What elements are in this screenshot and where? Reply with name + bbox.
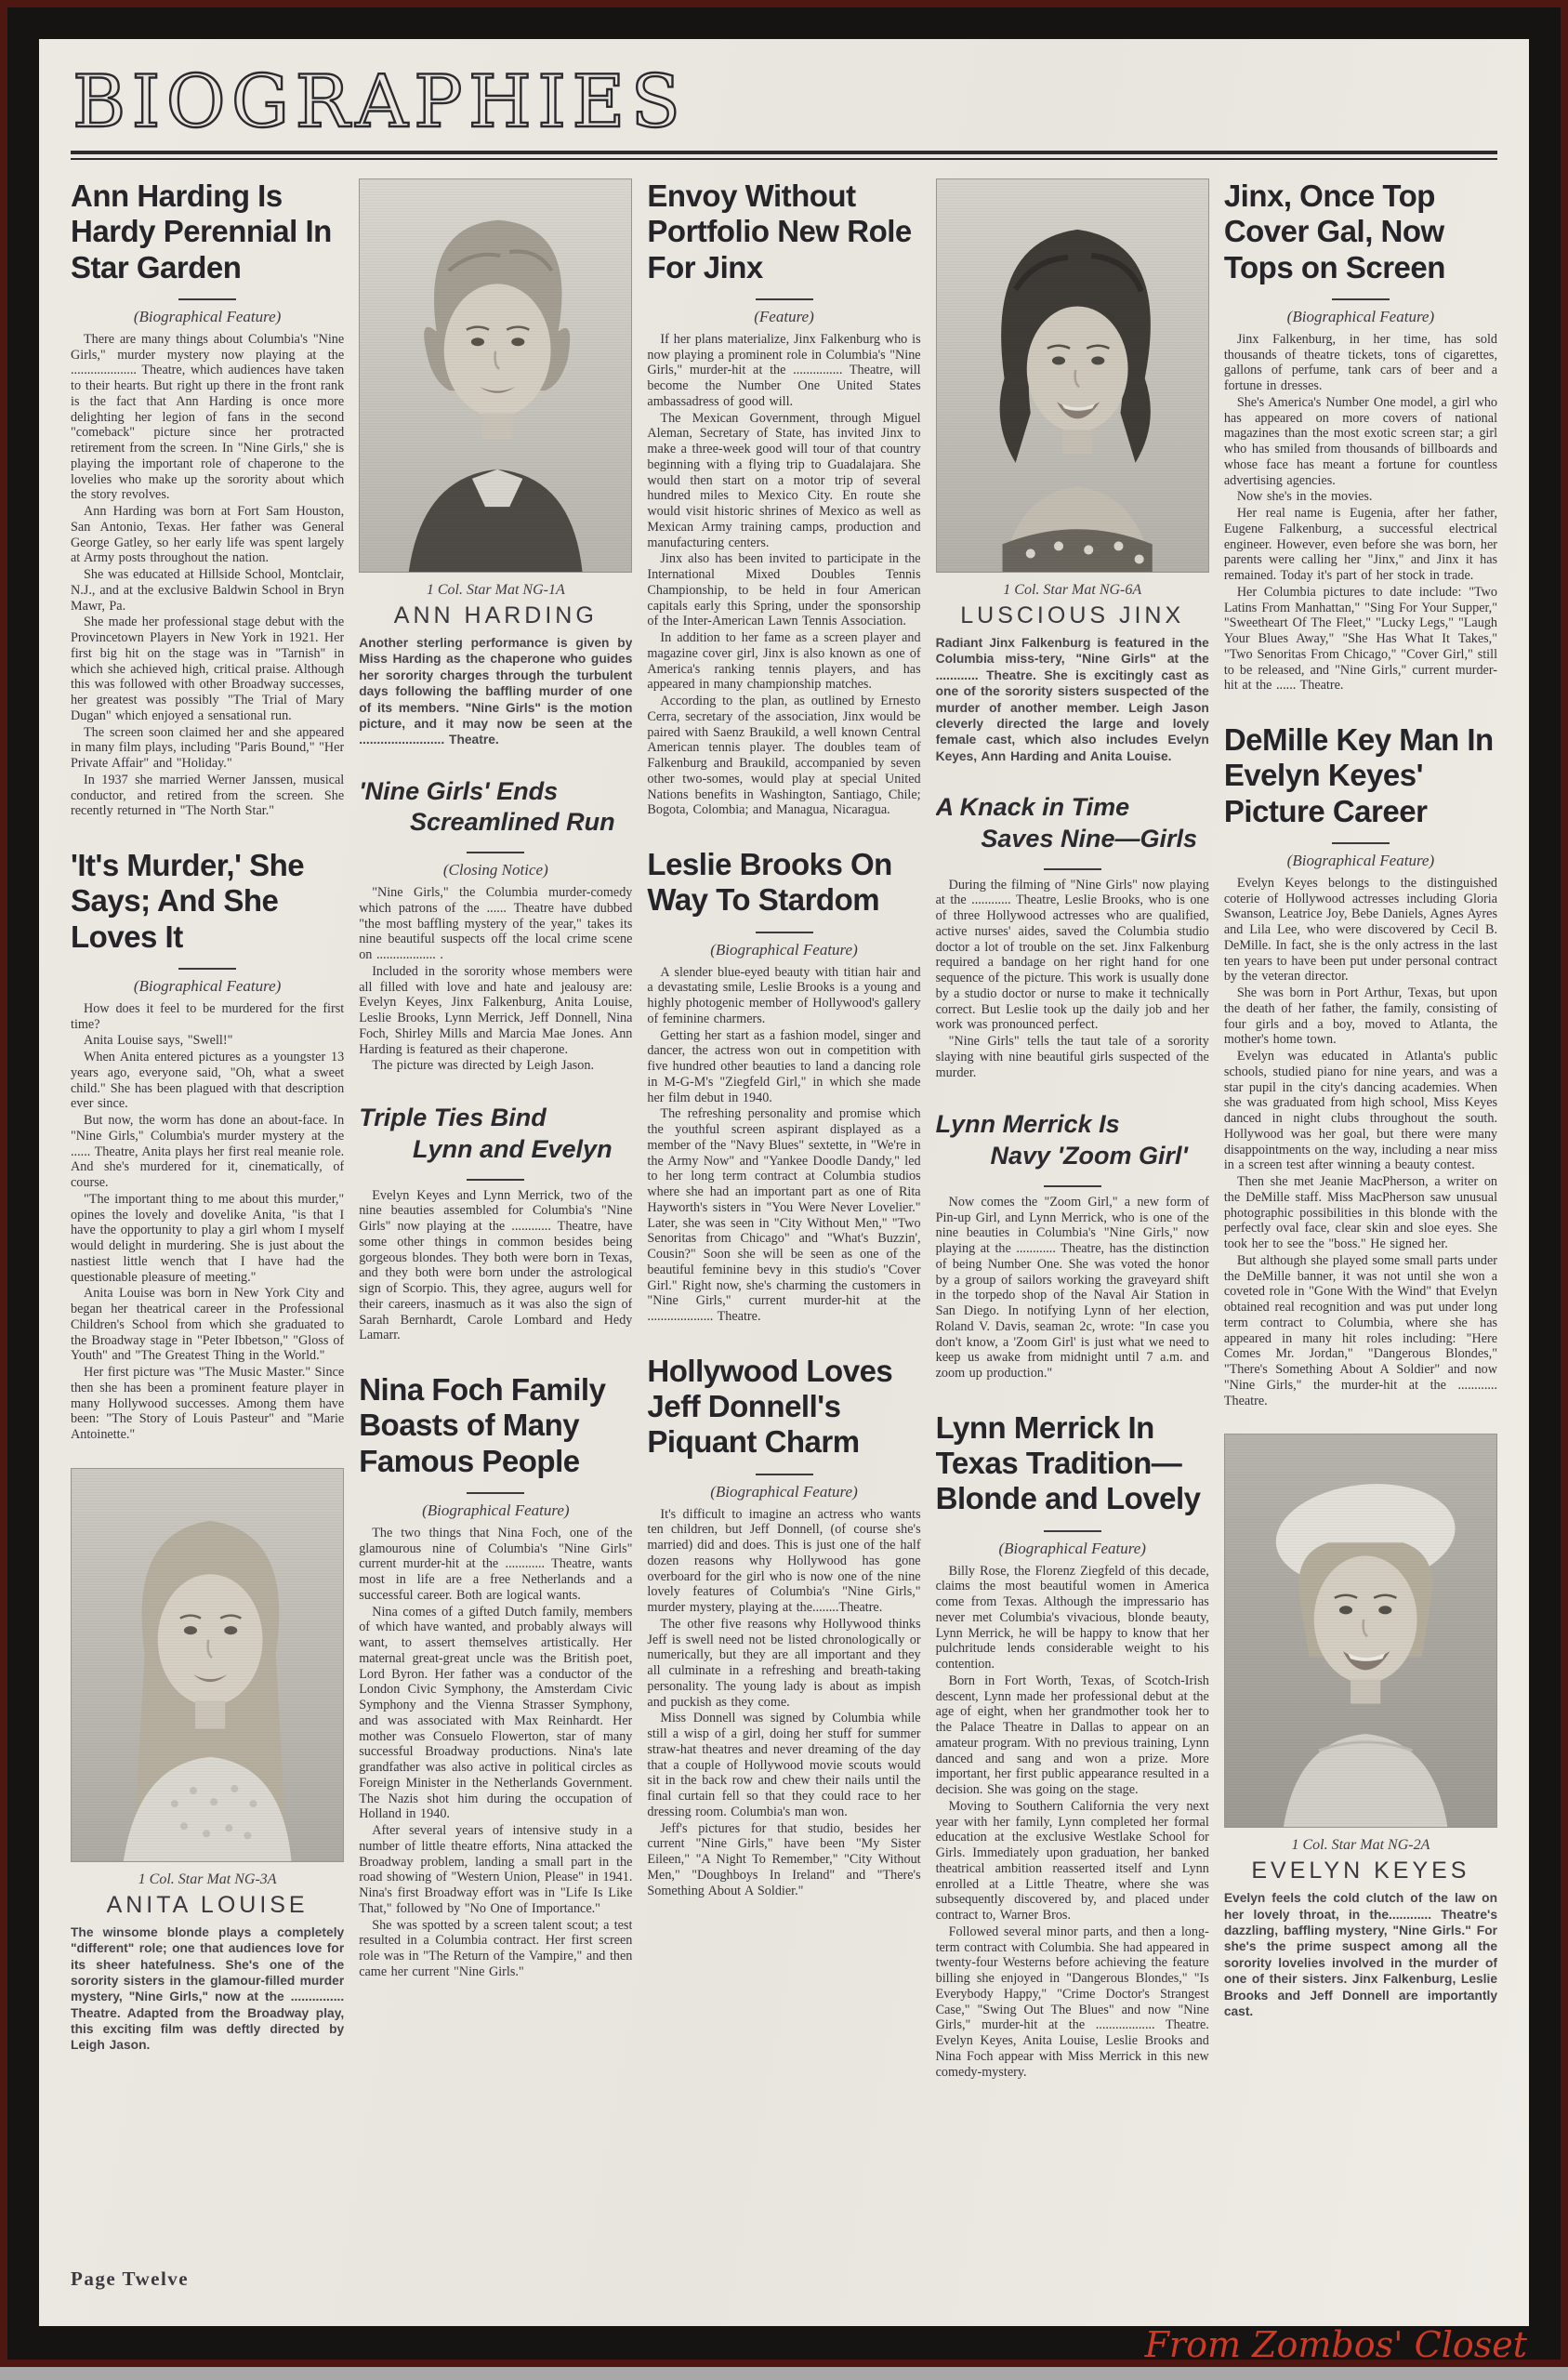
photo-mat-id: 1 Col. Star Mat NG-6A [1003,582,1142,598]
paragraph: Anita Louise was born in New York City and began her theatrical career in the Professional Children's School from which she graduated to the Broadway stage in "Peter Ibbetson," "Gloss of Youth" and "The Greatest Thing in the World." [71,1286,345,1364]
anita-louise-photo-block [71,1468,344,2054]
story-headline: 'It's Murder,' She Says; And She Loves It [71,848,305,954]
feature-tag: (Biographical Feature) [1286,307,1435,325]
feature-tag: (Feature) [754,307,814,325]
paragraph: She was spotted by a screen talent scout; a test resulted in a Columbia contract. Her first screen role was in "The Return of the Vampire," and then came her current "Nine Girls." [359,1917,633,1979]
story-its-murder [71,848,344,1444]
paragraph: Her first picture was "The Music Master." Since then she has been a prominent feature player in many Hollywood successes. Among them have been: "The Story of Louis Pasteur" and "Marie Antoinette." [71,1365,345,1443]
column-4 [936,171,1209,2291]
section-rule [178,968,236,970]
masthead [71,56,1497,160]
column-1 [71,171,344,2291]
evelyn-keyes-photo [1224,1434,1497,1828]
story-body [1224,876,1497,1409]
paragraph: The refreshing personality and promise which the youthful screen aspirant displayed as a member of the "Navy Blues" sextette, in "We're in the Army Now" and "Yankee Doodle Dandy," led to her long term contract at Columbia studios where she had an important part as one of Rita Hayworth's sisters in "You Were Never Lovelier." Later, she was seen in "City Without Men," "Two Senoritas from Chicago" and "What's Buzzin', Cousin?" Soon she will be seen as one of the beautiful feminine bevy in this studio's "Cover Girl." Right now, she's charming the customers in "Nine Girls," current murder-hit at the .................... Theatre. [647,1106,921,1325]
story-headline: Envoy Without Portfolio New Role For Jinx [647,178,912,284]
photo-star-name: LUSCIOUS JINX [960,602,1185,628]
section-rule [467,852,524,853]
paragraph: Evelyn Keyes and Lynn Merrick, two of the nine beauties assembled for Columbia's "Nine Girls" now playing at the ............ Theatre, have some other things in common besides being gorgeous blondes. They both were born in Texas, and they both were born under the astrological sign of Scorpio. This, they agree, augurs well for their careers, inasmuch as it was also the sign of Sarah Bernhardt, Carole Lombard and Hedy Lamarr. [359,1187,633,1343]
photo-caption: The winsome blonde plays a completely "different" role; one that audiences love for its sheer hatefulness. She's one of the sorority sisters in the glamour-filled murder mystery, "Nine Girls," now at the ............... Theatre. Adapted from the Broadway play, this exciting film was deftly directed by Leigh Jason. [71,1924,345,2053]
feature-tag: (Closing Notice) [442,861,548,879]
story-body [359,1526,632,1980]
paragraph: Moving to Southern California the very next year with her family, Lynn completed her formal education at the exclusive Westlake School for Girls. Immediately upon graduation, her banked theatrical ambition reasserted itself and Lynn enrolled at a Little Theatre, where she was subsequently discovered by, and placed under contract to, Warner Bros. [935,1798,1209,1924]
story-body [647,1507,920,1899]
section-rule [756,1474,813,1475]
paragraph: Born in Fort Worth, Texas, of Scotch-Irish descent, Lynn made her professional debut at the age of eight, when her grandmother took her to the Palace Theatre in Dallas to appear on an amateur program. With no previous training, Lynn danced and sang and won a prize. More important, her first public appearance resulted in a decision. She was going on the stage. [935,1673,1209,1798]
ann-harding-photo [359,178,632,573]
paragraph: When Anita entered pictures as a youngster 13 years ago, everyone said, "Oh, what a sweet child." She has been plagued with that description ever since. [71,1050,345,1112]
story-headline: Hollywood Loves Jeff Donnell's Piquant Charm [647,1353,893,1460]
feature-tag: (Biographical Feature) [133,307,282,325]
paragraph: The picture was directed by Leigh Jason. [372,1058,595,1074]
story-headline: DeMille Key Man In Evelyn Keyes' Picture Career [1223,722,1494,828]
photo-mat-id: 1 Col. Star Mat NG-1A [426,582,565,598]
paragraph: Her real name is Eugenia, after her father, Eugene Falkenburg, a successful electrical engineer. However, even before she was born, her parents were calling her "Jinx," and Jinx it has remained. Today it's part of her stock in trade. [1223,506,1498,584]
paragraph: During the filming of "Nine Girls" now playing at the ............ Theatre, Leslie Brooks, who is one of three Hollywood actresses who are qualified, active nurses' aides, saved the Columbia studio doctor a lot of trouble on the set. Jinx Falkenburg required a bandage on her right hand for one sequence of the picture. This work is usually done by a studio doctor or nurse to make it technically correct. But Leslie took up the daily job and her work was pronounced perfect. [935,877,1209,1033]
story-demille-keyes [1224,722,1497,1409]
section-rule [1044,868,1101,870]
headline-line-2: Lynn and Evelyn [413,1134,613,1163]
column-3 [647,171,920,2291]
paragraph: Jinx Falkenburg, in her time, has sold thousands of theatre tickets, tons of cigarettes, gallons of perfume, tank cars of beer and a fortune in dresses. [1223,331,1498,394]
photo-caption: Another sterling performance is given by Miss Harding as the chaperone who guides her sorority charges through the turbulent days following the baffling murder of one of its members. "Nine Girls" is the motion picture, and it may now be seen at the ........................ Theatre. [359,636,633,747]
story-headline: Jinx, Once Top Cover Gal, Now Tops on Screen [1223,178,1445,284]
paragraph: "Nine Girls" tells the taut tale of a sorority slaying with nine beautiful girls suspected of the murder. [935,1034,1209,1080]
anita-louise-portrait [72,1469,343,1861]
paragraph: The other five reasons why Hollywood thinks Jeff is swell need not be listed chronologically or numerically, but they are all important and they all culminate in a refreshing and breath-taking personality. The young lady is about as impish and puckish as they come. [647,1616,921,1710]
paragraph: Nina comes of a gifted Dutch family, members of which have wanted, and probably always will want, to assert themselves artistically. Her maternal great-great uncle was the British poet, Lord Byron. Her father was a conductor of the London Civic Symphony, the Amsterdam Civic Symphony and the Vienna Strasser Symphony, and was associated with Max Reinhardt. Her mother was Consuelo Flowerton, star of many successful Broadway productions. Nina's late grandfather was also active in political circles as Foreign Minister in the Netherlands Government. The Nazis shot him during the occupation of Holland in 1940. [359,1604,633,1822]
evelyn-keyes-portrait [1225,1435,1496,1827]
paragraph: In 1937 she married Werner Janssen, musical conductor, and retired from the screen. She recently returned in "The North Star." [71,772,345,819]
paragraph: A slender blue-eyed beauty with titian hair and a devastating smile, Leslie Brooks is a young and highly photogenic member of Hollywood's gallery of feminine charmers. [647,964,921,1026]
column-2 [359,171,632,2291]
jinx-falkenburg-photo-block [936,178,1209,764]
paragraph: Getting her start as a fashion model, singer and dancer, the actress won out in competition with five hundred other beauties to land a dancing role in M-G-M's "Ziegfeld Girl," in which she made her film debut in 1940. [647,1027,921,1105]
collection-watermark: From Zombos' Closet [1144,2324,1527,2365]
paragraph: The two things that Nina Foch, one of the glamourous nine of Columbia's "Nine Girls" current murder-hit at the ............ Theatre, wants most in life are a free Netherlands and a successful career. Both are logical wants. [359,1525,633,1603]
story-closing-notice [359,776,632,1076]
headline-line-1: Triple Ties Bind [359,1104,547,1132]
photo-star-name: ANN HARDING [393,602,598,628]
paragraph: Included in the sorority whose members were all filled with love and hate and jealousy are: Evelyn Keyes, Jinx Falkenburg, Anita Louise, Leslie Brooks, Lynn Merrick, Jeff Donnell, Nina Foch, Shirley Mills and Marcia Mae Jones. Ann Harding is featured as their chaperone. [359,963,633,1057]
section-rule [1044,1185,1101,1187]
paragraph: She's America's Number One model, a girl who has appeared on more covers of national magazines than the most exotic screen star; a girl who has smiled from thousands of billboards and whose face has meant a fortune for countless advertising agencies. [1223,394,1498,488]
paragraph: Followed several minor parts, and then a long-term contract with Columbia. She had appeared in twenty-four Westerns before achieving the feature billing she enjoyed in "Dangerous Blondes," "Is Everybody Happy," "Crime Doctor's Strangest Case," "Swing Out The Blues" and now "Nine Girls," murder-hit at the .................. Theatre. Evelyn Keyes, Anita Louise, Leslie Brooks and Nina Foch appear with Miss Merrick in this new comedy-mystery. [935,1924,1209,2080]
column-5 [1224,171,1497,2291]
story-headline [359,1103,632,1166]
story-body [647,965,920,1325]
section-rule [467,1492,524,1494]
headline-line-1: Lynn Merrick Is [935,1110,1120,1139]
section-rule [1332,298,1390,300]
paragraph: But now, the worm has done an about-face. In "Nine Girls," Columbia's murder mystery at the ...... Theatre, Anita plays her first real meanie role. And she's murdered for it, cinematically, of course. [71,1113,345,1191]
story-leslie-brooks [647,847,920,1326]
paragraph: She was born in Port Arthur, Texas, but upon the death of her father, the family, consisting of four girls and a boy, moved to Atlanta, the mother's home town. [1223,985,1498,1048]
photo-caption: Radiant Jinx Falkenburg is featured in the Columbia miss-tery, "Nine Girls" at the ............ Theatre. She is excitingly cast as one of the sorority sisters suspected of the murder of another member. Leigh Jason cleverly directed the large and lovely female cast, which also includes Evelyn Keyes, Ann Harding and Anita Louise. [935,636,1209,763]
paragraph: Evelyn was educated in Atlanta's public schools, studied piano for nine years, and was a star pupil in the city's dancing academies. When she was graduated from high school, Miss Keyes danced in night clubs throughout the south. Hollywood was her goal, but there were many disappointments on the way, including a near miss in a screen test after winning a beauty contest. [1223,1049,1498,1173]
pressbook-page [39,39,1529,2326]
section-rule [1044,1530,1101,1532]
paragraph: Anita Louise says, "Swell!" [84,1033,233,1049]
page-number: Page Twelve [71,2268,190,2290]
anita-louise-photo [71,1468,344,1862]
paragraph: "The important thing to me about this murder," opines the lovely and dovelike Anita, "is that I have the opportunity to play a girl whom I myself would delight in murdering. She is just about the nastiest little wench that I have had the questionable pleasure of meeting." [71,1191,345,1285]
photo-star-name: ANITA LOUISE [106,1891,309,1918]
story-headline: Ann Harding Is Hardy Perennial In Star Garden [71,178,332,284]
section-rule [467,1179,524,1181]
story-body [359,1188,632,1344]
page-title: BIOGRAPHIES [72,60,686,144]
story-nina-foch [359,1372,632,1981]
paragraph: "Nine Girls," the Columbia murder-comedy which patrons of the ...... Theatre have dubbed "the most baffling mystery of the year," takes its nine beautiful suspects off the local crime scene on .................. . [359,885,633,963]
story-ann-harding-bio [71,178,344,820]
headline-line-1: A Knack in Time [935,793,1130,821]
feature-tag: (Biographical Feature) [422,1501,570,1519]
photo-mat-id: 1 Col. Star Mat NG-2A [1291,1837,1430,1854]
story-body [647,332,920,818]
story-body [71,1001,344,1443]
paragraph: Evelyn Keyes belongs to the distinguished coterie of Hollywood actresses including Gloria Swanson, Leatrice Joy, Bebe Daniels, Agnes Ayres and Lila Lee, who were discovered by Cecil B. DeMille. In fact, she is the only actress in the last ten years to have been put under personal contract by the veteran director. [1223,875,1498,985]
story-envoy-jinx [647,178,920,819]
story-jinx-cover-gal [1224,178,1497,694]
story-lynn-merrick-bio [936,1410,1209,2082]
columns [71,171,1497,2291]
paragraph: Then she met Jeanie MacPherson, a writer on the DeMille staff. Miss MacPherson saw unusual photographic possibilities in this blonde with the perfectly oval face, clear skin and sloe eyes. She took her to see the "boss." He signed her. [1223,1174,1498,1252]
paragraph: There are many things about Columbia's "Nine Girls," murder mystery now playing at the .................... Theatre, which audiences have taken to their hearts. But right up there in the front rank is the fact that Ann Harding is once more delighting her legion of fans in the second "comeback" picture since her protracted retirement from the screen. In "Nine Girls," she is playing the important role of chaperone to the lovelies who make up the sorority about which the story revolves. [71,331,345,503]
paragraph: Now she's in the movies. [1236,489,1373,505]
page-title-art [71,56,712,145]
headline-line-2: Navy 'Zoom Girl' [990,1142,1188,1170]
paragraph: Jeff's pictures for that studio, besides her current "Nine Girls," have been "My Sister Eileen," "A Night To Remember," "City Without Men," "Doughboys In Ireland" and "There's Something About A Soldier." [647,1820,921,1898]
story-body [359,885,632,1074]
story-zoom-girl [936,1109,1209,1382]
paragraph: Ann Harding was born at Fort Sam Houston, San Antonio, Texas. Her father was General George Gatley, so her early life was spent largely at Army posts throughout the nation. [71,504,345,566]
section-rule [1332,842,1390,844]
story-body [71,332,344,819]
story-headline: Lynn Merrick In Texas Tradition— Blonde and Lovely [935,1409,1201,1516]
paragraph: But although she played some small parts under the DeMille banner, it was not until she won a coveted role in "Gone With the Wind" that Evelyn obtained real recognition and was put under long term contract to Columbia, where she has appeared in many hit roles including: "Here Comes Mr. Jordan," "Dangerous Blondes," "There's Something About A Soldier" and now "Nine Girls," the murder-hit at the ............ Theatre. [1223,1252,1498,1408]
paragraph: The screen soon claimed her and she appeared in many film plays, including "Paris Bound," "Her Private Affair" and "Holiday." [71,724,345,772]
paragraph: Now comes the "Zoom Girl," a new form of Pin-up Girl, and Lynn Merrick, who is one of the nine beauties in Columbia's "Nine Girls," now playing at the ............ Theatre, has the distinction of being Number One. She was voted the honor by a group of sailors working the graveyard shift in the torpedo shop of the Naval Air Station in San Diego. In notifying Lynn of her election, Roland V. Davis, seaman 2c, wrote: "In case you don't know, a 'Zoom Girl' is just what we need to keep us awake from midnight until 7 a.m. and zoom up production." [935,1194,1209,1381]
photo-star-name: EVELYN KEYES [1251,1858,1470,1884]
story-body [1224,332,1497,694]
photo-mat-id: 1 Col. Star Mat NG-3A [138,1871,277,1887]
evelyn-keyes-photo-block [1224,1434,1497,2019]
paragraph: If her plans materialize, Jinx Falkenburg who is now playing a prominent role in Columbia's "Nine Girls," murder-hit at the ............... Theatre, will become the Number One United States ambassadress of good will. [647,331,921,409]
headline-line-2: Screamlined Run [410,808,615,837]
feature-tag: (Biographical Feature) [1286,851,1435,869]
ann-harding-photo-block [359,178,632,748]
story-body [936,1195,1209,1382]
section-rule [756,932,813,933]
paragraph: Jinx also has been invited to participate in the International Mixed Doubles Tennis Championship, to be held in four American capitals early this Spring, under the sponsorship of the Inter-American Lawn Tennis Association. [647,551,921,629]
feature-tag: (Biographical Feature) [710,1482,858,1501]
paragraph: In addition to her fame as a screen player and magazine cover girl, Jinx is also known as one of America's ranking tennis players, and has appeared in many championship matches. [647,630,921,693]
paragraph: She was educated at Hillside School, Montclair, N.J., and at the exclusive Baldwin School in Bryn Mawr, Pa. [71,567,345,614]
paragraph: How does it feel to be murdered for the first time? [71,1000,345,1032]
paragraph: After several years of intensive study in a number of little theatre efforts, Nina attacked the Broadway problem, landing a small part in the road showing of "Western Union, Please" in 1941. Nina's first Broadway effort was in "Life Is Like That," followed by "No One of Importance." [359,1823,633,1916]
story-jeff-donnell [647,1354,920,1900]
section-rule [178,298,236,300]
masthead-rule [71,151,1497,160]
feature-tag: (Biographical Feature) [133,976,282,995]
jinx-falkenburg-photo [936,178,1209,573]
paragraph: The Mexican Government, through Miguel Aleman, Secretary of State, has invited Jinx to make a three-week good will tour of that country beginning with a flying trip to Guadalajara. She would then start on a motor trip of several hundred miles to Mexico City. En route she would visit historic shrines of Mexico as well as Mexican Army training camps, production and manufacturing centers. [647,410,921,550]
paragraph: Her Columbia pictures to date include: "Two Latins From Manhattan," "Sing For Your Supper," "Sweetheart Of The Fleet," "Lucky Legs," "Laugh Your Blues Away," "She Has What It Takes," "Two Senoritas From Chicago," "Cover Girl," still to be released, and "Nine Girls," current murder-hit at the ...... Theatre. [1223,584,1498,694]
story-headline: Nina Foch Family Boasts of Many Famous People [359,1372,606,1478]
section-rule [756,298,813,300]
story-headline [936,1109,1209,1172]
ann-harding-portrait [360,179,631,572]
story-triple-ties [359,1103,632,1344]
photo-caption: Evelyn feels the cold clutch of the law on her lovely throat, in the............ Theatre's dazzling, baffling mystery, "Nine Girls." For she's the prime suspect among all the sorority lovelies involved in the murder of one of their sisters. Jinx Falkenburg, Leslie Brooks and Jeff Donnell are importantly cast. [1223,1891,1498,2018]
feature-tag: (Biographical Feature) [710,940,858,959]
paragraph: According to the plan, as outlined by Ernesto Cerra, secretary of the association, Jinx would be paired with Saenz Braukild, a well known Central American tennis player. The doubles team of Falkenburg and Braukild, accompanied by seven other two-somes, would play at special United Nations benefits in Washington, Santiago, Chile; Bogota, Colombia; and Managua, Nicaragua. [647,694,921,818]
jinx-falkenburg-portrait [937,179,1208,572]
story-body [936,1564,1209,2081]
story-body [936,878,1209,1081]
paragraph: Miss Donnell was signed by Columbia while still a wisp of a girl, doing her stuff for summer straw-hat theatres and never dreaming of the day that a couple of Hollywood movie scouts would sit in the back row and chew their nails until the final curtain fell so that they could race to her dressing room. Columbia's man won. [647,1711,921,1819]
story-knack-in-time [936,792,1209,1081]
scanner-strip [0,2367,1568,2380]
headline-line-1: 'Nine Girls' Ends [359,776,559,805]
paragraph: It's difficult to imagine an actress who wants ten children, but Jeff Donnell, (of course she's married) did and does. This is just one of the half dozen reasons why Hollywood has gone overboard for the girl who is now one of the nine lovely features of Columbia's "Nine Girls," murder mystery, playing at the........Theatre. [647,1506,921,1616]
paragraph: Billy Rose, the Florenz Ziegfeld of this decade, claims the most beautiful women in America come from Texas. Although the impressario has never met Columbia's vivacious, blonde beauty, Lynn Merrick, he will be happy to know that her pulchritude lends considerable weight to his contention. [935,1563,1209,1673]
feature-tag: (Biographical Feature) [998,1539,1146,1557]
story-headline: Leslie Brooks On Way To Stardom [647,847,892,918]
headline-line-2: Saves Nine—Girls [981,824,1198,853]
story-headline [359,776,632,840]
story-headline [936,792,1209,855]
paragraph: She made her professional stage debut with the Provincetown Players in New York in 1921. Her first big hit on the stage was in "Tarnish" in which she achieved high, critical praise. Although this was followed with other Broadway successes, her greatest was possibly "The Trial of Mary Dugan" which enjoyed a sensational run. [71,615,345,723]
